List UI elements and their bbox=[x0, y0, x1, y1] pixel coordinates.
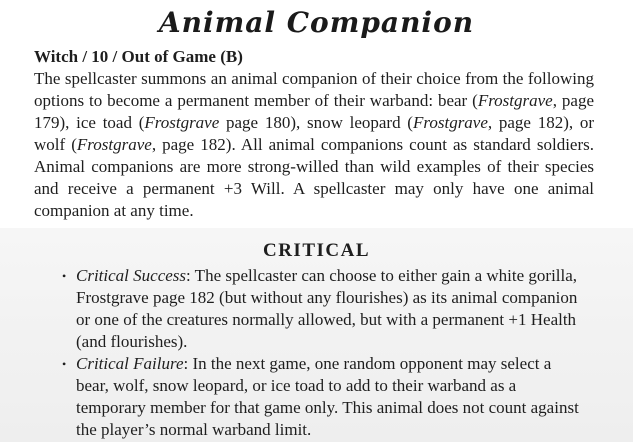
critical-success-text: : The spellcaster can choose to either gain a white gorilla, Frostgrave page 182 (but without any flourishes) as its animal companion or one of the creatures normally allowed, but with a permanent +1 Health (and flourishes). bbox=[76, 266, 578, 351]
spell-description bbox=[34, 68, 594, 222]
critical-heading: CRITICAL bbox=[262, 240, 371, 261]
book-reference: Frostgrave bbox=[76, 135, 152, 154]
description-text: The spellcaster summons an animal companion of their choice from the following options to become a permanent member of their warband: bear ( bbox=[34, 69, 594, 110]
bullet-icon: • bbox=[62, 269, 67, 283]
description-text: , page 182), or wolf ( bbox=[34, 113, 595, 154]
book-reference: Frostgrave bbox=[477, 91, 553, 110]
critical-list bbox=[62, 265, 586, 441]
critical-failure-item bbox=[62, 353, 586, 441]
critical-success-label: Critical Success bbox=[76, 266, 187, 285]
description-text: , page 182). All animal companions count as standard soldiers. Animal companions are more strong-willed than wild examples of their species and receive a permanent +3 Will. A spellcaster may only have one animal companion at any time. bbox=[34, 135, 594, 220]
spell-title: Animal Companion bbox=[158, 6, 475, 39]
description-text: page 180), snow leopard ( bbox=[219, 113, 413, 132]
description-text: , page 179), ice toad ( bbox=[34, 91, 594, 132]
book-reference: Frostgrave bbox=[144, 113, 220, 132]
book-reference: Frostgrave bbox=[412, 113, 488, 132]
spell-subtitle: Witch / 10 / Out of Game (B) bbox=[34, 47, 243, 66]
critical-failure-text: : In the next game, one random opponent may select a bear, wolf, snow leopard, or ice toad to add to their warband as a temporary member for that game only. This animal does not count against the player’s normal warband limit. bbox=[76, 354, 579, 439]
critical-success-item bbox=[62, 265, 586, 353]
bullet-icon: • bbox=[62, 357, 67, 371]
critical-failure-label: Critical Failure bbox=[76, 354, 184, 373]
